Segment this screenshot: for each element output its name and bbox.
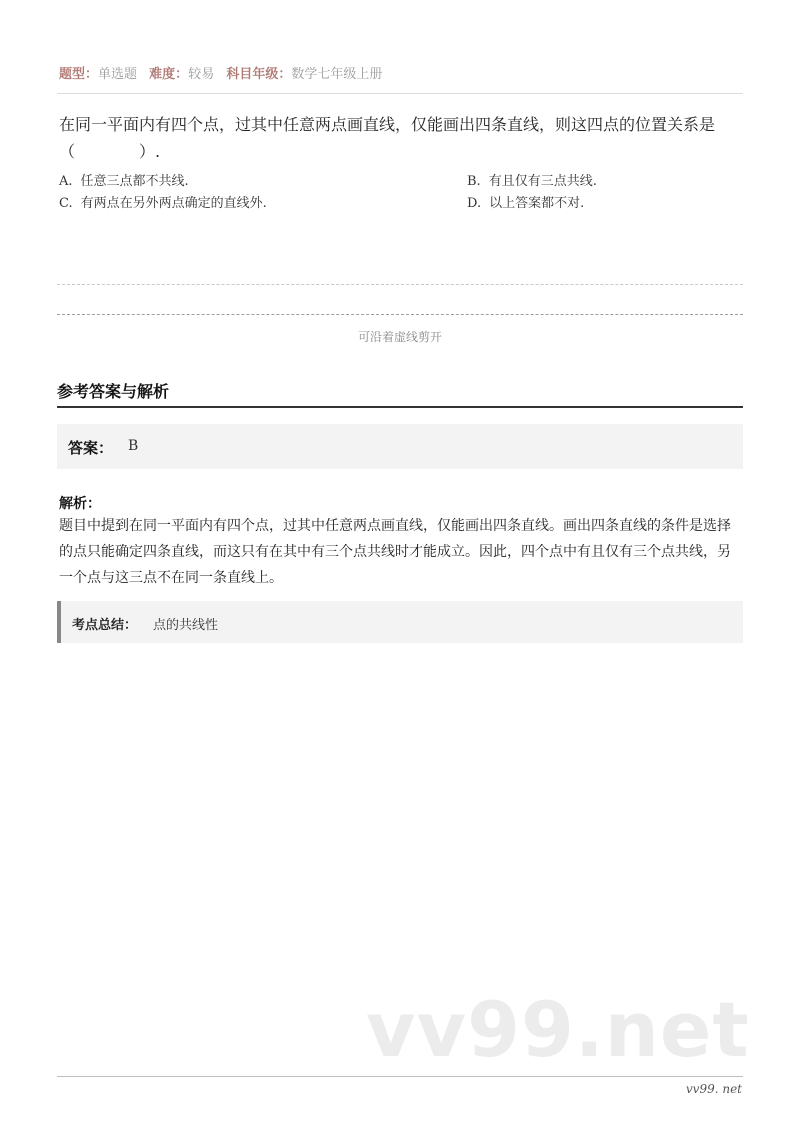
option-a — [59, 170, 189, 189]
option-d-text: 以上答案都不对. — [489, 196, 585, 211]
option-d — [467, 192, 584, 211]
cut-hint: 可沿着虚线剪开 — [357, 330, 442, 344]
option-d-key: D. — [467, 196, 482, 211]
footer-site: vv99. net — [685, 1082, 742, 1096]
analysis-text: 题目中提到在同一平面内有四个点，过其中任意两点画直线，仅能画出四条直线。画出四条直线的条件是选择的点只能确定四条直线，而这只有在其中有三个点共线时才能成立。因此，四个点中有且仅有三个点共线，另一个点与这三点不在同一条直线上。 — [59, 518, 731, 586]
option-a-text: 任意三点都不共线. — [80, 174, 189, 189]
analysis-label: 解析： — [59, 496, 101, 512]
key-point-label: 考点总结： — [72, 618, 138, 633]
key-point-box — [57, 601, 743, 643]
answer-label: 答案： — [68, 439, 114, 457]
type-value: 单选题 — [98, 67, 138, 82]
option-c-text: 有两点在另外两点确定的直线外. — [80, 196, 267, 211]
option-c — [59, 192, 267, 211]
cut-line-light — [57, 284, 743, 285]
option-a-key: A. — [59, 174, 73, 189]
watermark: vv99.net — [366, 985, 750, 1074]
subject-label: 科目年级： — [226, 67, 292, 82]
option-b-text: 有且仅有三点共线. — [488, 174, 597, 189]
type-label: 题型： — [59, 67, 99, 82]
top-divider — [57, 93, 743, 94]
difficulty-label: 难度： — [149, 67, 189, 82]
answer-value: B — [128, 438, 139, 454]
option-c-key: C. — [59, 196, 73, 211]
question-stem: 在同一平面内有四个点，过其中任意两点画直线，仅能画出四条直线，则这四点的位置关系是（ ）. — [59, 115, 716, 161]
difficulty-value: 较易 — [188, 67, 215, 82]
subject-value: 数学七年级上册 — [291, 67, 383, 82]
key-point-value: 点的共线性 — [153, 618, 219, 633]
solution-section-title: 参考答案与解析 — [57, 382, 170, 401]
section-rule — [57, 406, 743, 408]
cut-line — [57, 314, 743, 315]
option-b-key: B. — [467, 174, 481, 189]
footer-rule — [57, 1076, 743, 1077]
answer-box — [57, 424, 743, 469]
question-meta — [59, 63, 390, 82]
option-b — [467, 170, 597, 189]
